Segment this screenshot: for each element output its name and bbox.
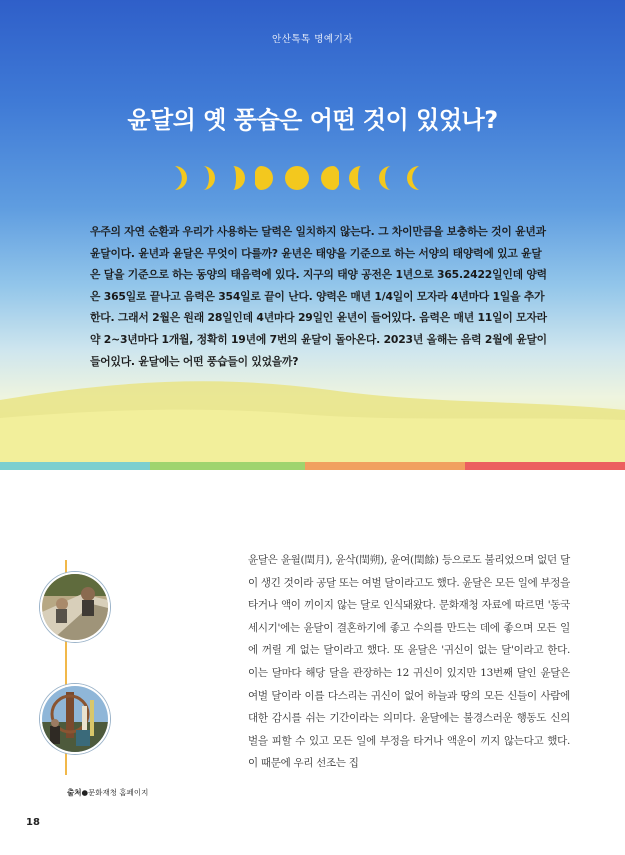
stone-work-image — [42, 574, 108, 640]
section-kicker: 안산톡톡 명예기자 — [272, 34, 353, 45]
waning-gibbous-moon-icon — [345, 160, 369, 196]
photo-credit — [67, 787, 148, 798]
waning-crescent-moon-icon — [405, 160, 429, 196]
waning-gibbous-moon-icon — [315, 160, 339, 196]
color-segment-red — [465, 462, 625, 470]
body-paragraph: 윤달은 윤월(閏月), 윤삭(閏朔), 윤여(閏餘) 등으로도 불리었으며 없던 달이 생긴 것이라 공달 또는 여벌 달이라고도 했다. 윤달은 모든 일에 부정을 타거나 액이 끼이지 않는 달로 인식돼왔다. 문화재청 자료에 따르면 '동국세시기'에는 윤달이 결혼하기에 좋고 수의를 만드는 데에 좋으며 모든 일에 꺼릴 게 없는 달이라고 했다. 또 윤달은 '귀신이 없는 달'이라고 한다. 이는 달마다 해당 달을 관장하는 12 귀신이 있지만 13번째 달인 윤달은 여벌 달이라 이를 다스리는 귀신이 없어 하늘과 땅의 모든 신들이 사람에 대한 감시를 쉬는 기간이라는 의미다. 윤달에는 불경스러운 행동도 신의 벌을 피할 수 있고 모든 일에 부정을 타거나 액운이 끼지 않는다고 했다. 이 때문에 우리 선조는 집 — [248, 554, 570, 770]
page-title: 윤달의 옛 풍습은 어떤 것이 있었나? — [127, 106, 498, 134]
waning-half-moon-icon — [375, 160, 399, 196]
waxing-crescent-moon-icon — [165, 160, 189, 196]
bullet-icon: ● — [81, 788, 89, 797]
waxing-gibbous-moon-icon — [225, 160, 249, 196]
festival-image — [42, 686, 108, 752]
page-number: 18 — [26, 817, 40, 828]
color-segment-green — [150, 462, 305, 470]
waxing-half-moon-icon — [195, 160, 219, 196]
full-moon-icon — [285, 160, 309, 196]
credit-source: 문화재청 홈페이지 — [88, 788, 149, 797]
color-segment-teal — [0, 462, 150, 470]
credit-label: 출처 — [67, 788, 82, 797]
color-divider-bar — [0, 462, 625, 470]
waxing-gibbous-moon-icon — [255, 160, 279, 196]
color-segment-orange — [305, 462, 465, 470]
moon-phases — [165, 160, 435, 196]
intro-paragraph: 우주의 자연 순환과 우리가 사용하는 달력은 일치하지 않는다. 그 차이만큼을 보충하는 것이 윤년과 윤달이다. 윤년과 윤달은 무엇이 다를까? 윤년은 태양을 기준으로 하는 서양의 태양력에 있고 윤달은 달을 기준으로 하는 동양의 태음력에 있다. 지구의 태양 공전은 1년으로 365.2422일인데 양력은 365일로 끝나고 음력은 354일로 끝이 난다. 양력은 매년 1/4일이 모자라 4년마다 1일을 추가한다. 그래서 2월은 원래 28일인데 4년마다 29일인 윤년이 들어있다. 음력은 매년 11일이 모자라 약 2~3년마다 1개월, 정확히 19년에 7번의 윤달이 돌아온다. 2023년 올해는 음력 2월에 윤달이 들어있다. 윤달에는 어떤 풍습들이 있었을까? — [90, 225, 547, 368]
photo-festival — [40, 684, 110, 754]
photo-stone-work — [40, 572, 110, 642]
hills-decoration — [0, 370, 625, 462]
